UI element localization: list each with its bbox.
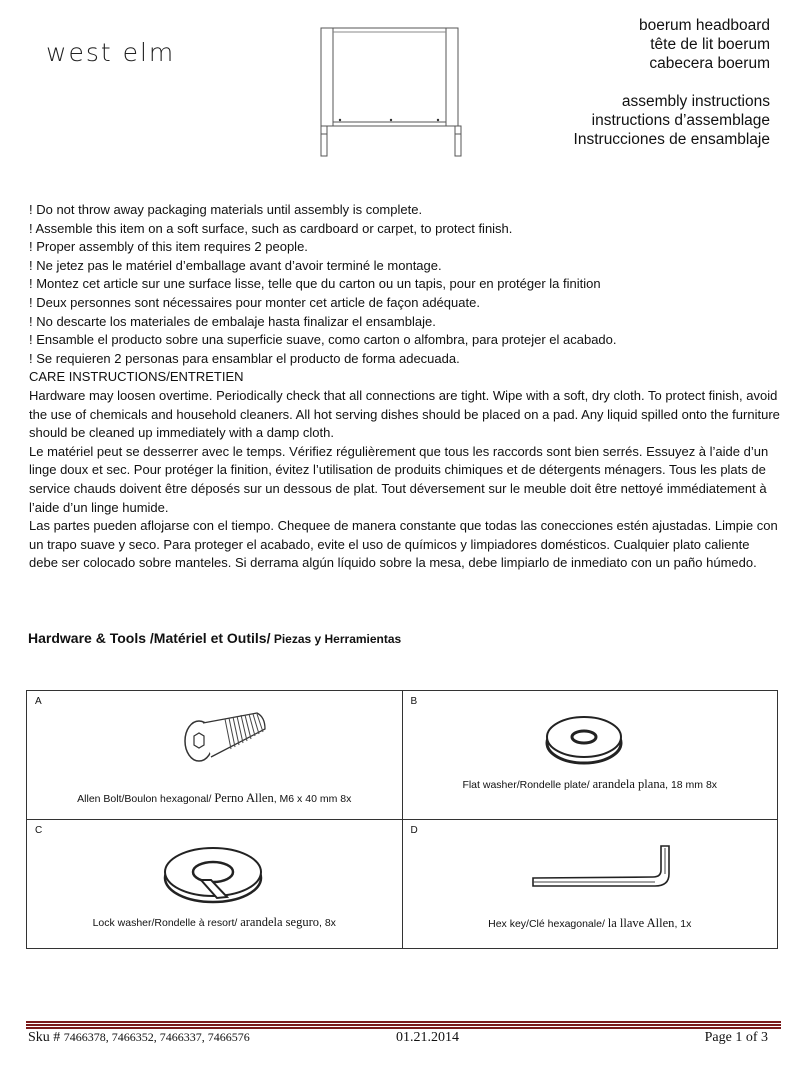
subtitle-es: Instrucciones de ensamblaje [573, 131, 770, 148]
note-line: ! Se requieren 2 personas para ensamblar el producto de forma adecuada. [29, 350, 460, 366]
caption-spanish: arandela plana [592, 777, 666, 791]
lock-washer-icon [161, 840, 265, 906]
care-heading: CARE INSTRUCTIONS/ENTRETIEN [29, 369, 244, 385]
hardware-caption-d [403, 916, 778, 931]
cell-letter: A [35, 696, 42, 707]
hardware-cell-c [27, 820, 403, 949]
sku-label: Sku # [28, 1030, 64, 1045]
subtitle-fr: instructions d’assemblage [591, 112, 770, 129]
cell-letter: D [410, 825, 418, 836]
care-text-es: Las partes pueden aflojarse con el tiempo. Chequee de manera constante que todas las conecciones estén ajustadas. Limpie con un trapo suave y seco. Para proteger el acabado, evite el uso de químicos y limpiadores domésticos. Cualquier plato caliente debe ser colocado sobre manteles. Si derrama algún líquido sobre la mesa, debe limpiarlo de inmediato con un paño húmedo. [29, 518, 778, 571]
caption-part: Allen Bolt/Boulon hexagonal/ [77, 793, 215, 805]
footer-sku [28, 1030, 250, 1046]
caption-part: , 8x [319, 917, 336, 929]
caption-spanish: Perno Allen [214, 791, 274, 805]
allen-bolt-icon [177, 705, 273, 765]
hardware-heading-en: Hardware & Tools / [28, 630, 154, 646]
hardware-caption-c [27, 915, 402, 930]
caption-part: , M6 x 40 mm 8x [273, 793, 352, 805]
caption-spanish: arandela seguro [240, 915, 319, 929]
hardware-caption-b [403, 777, 778, 792]
flat-washer-icon [543, 711, 625, 767]
brand-logo: west elm [46, 38, 176, 67]
note-line: ! No descarte los materiales de embalaje hasta finalizar el ensamblaje. [29, 313, 436, 329]
sku-values: 7466378, 7466352, 7466337, 7466576 [63, 1030, 250, 1044]
title-fr: tête de lit boerum [650, 36, 770, 53]
caption-part: Hex key/Clé hexagonale/ [488, 918, 608, 930]
title-es: cabecera boerum [649, 55, 770, 72]
caption-part: Lock washer/Rondelle à resort/ [92, 917, 241, 929]
note-line: ! Do not throw away packaging materials until assembly is complete. [29, 202, 423, 217]
note-line: ! Ensamble el producto sobre una superficie suave, como carton o alfombra, para protejer el acabado. [29, 332, 617, 348]
hardware-heading-fr: Matériel et Outils/ [153, 630, 271, 646]
caption-part: Flat washer/Rondelle plate/ [462, 779, 593, 791]
cell-letter: B [410, 696, 418, 707]
subtitle-en: assembly instructions [621, 93, 770, 110]
title-en: boerum headboard [639, 17, 770, 34]
footer-date: 01.21.2014 [396, 1030, 459, 1045]
hardware-heading [28, 630, 401, 646]
hex-key-icon [531, 844, 676, 894]
note-line: ! Ne jetez pas le matériel d’emballage avant d’avoir terminé le montage. [29, 257, 442, 273]
document-titles [574, 16, 770, 149]
hardware-cell-b [402, 691, 778, 820]
note-line: ! Deux personnes sont nécessaires pour monter cet article de façon adéquate. [29, 294, 480, 310]
caption-part: , 18 mm 8x [665, 779, 718, 791]
care-text-en: Hardware may loosen overtime. Periodically check that all connections are tight. Wipe with a soft, dry cloth. To protect finish, avoid the use of chemicals and household cleaners. All hot serving dishes should be placed on a pad. Any liquid spilled onto the furniture should be cleaned up immediately with a damp cloth. [29, 387, 780, 441]
cell-letter: C [35, 825, 43, 836]
hardware-caption-a [27, 791, 402, 806]
note-line: ! Montez cet article sur une surface lisse, telle que du carton ou un tapis, pour en protéger la finition [29, 276, 601, 292]
caption-part: , 1x [674, 918, 692, 930]
caption-spanish: la llave Allen [607, 916, 675, 930]
hardware-table [26, 690, 778, 949]
instructions-body [29, 201, 781, 573]
hardware-cell-d [402, 820, 778, 949]
headboard-illustration [318, 24, 468, 160]
hardware-cell-a [27, 691, 403, 820]
hardware-heading-es: Piezas y Herramientas [270, 632, 402, 646]
note-line: ! Assemble this item on a soft surface, such as cardboard or carpet, to protect finish. [29, 220, 513, 236]
note-line: ! Proper assembly of this item requires 2 people. [29, 239, 308, 255]
footer-rule [26, 1021, 781, 1030]
care-text-fr: Le matériel peut se desserrer avec le temps. Vérifiez régulièrement que tous les raccords sont bien serrés. Essuyez à l’aide d’un linge doux et sec. Pour protéger la finition, évitez l’utilisation de produits chimiques et de détergents ménagers. Tous les plats de service chauds doivent être déposés sur un dessous de plat. Tout déversement sur le meuble doit être nettoyé immédiatement à l’aide d’un linge humide. [29, 443, 769, 515]
footer-page-number: Page 1 of 3 [704, 1030, 768, 1045]
